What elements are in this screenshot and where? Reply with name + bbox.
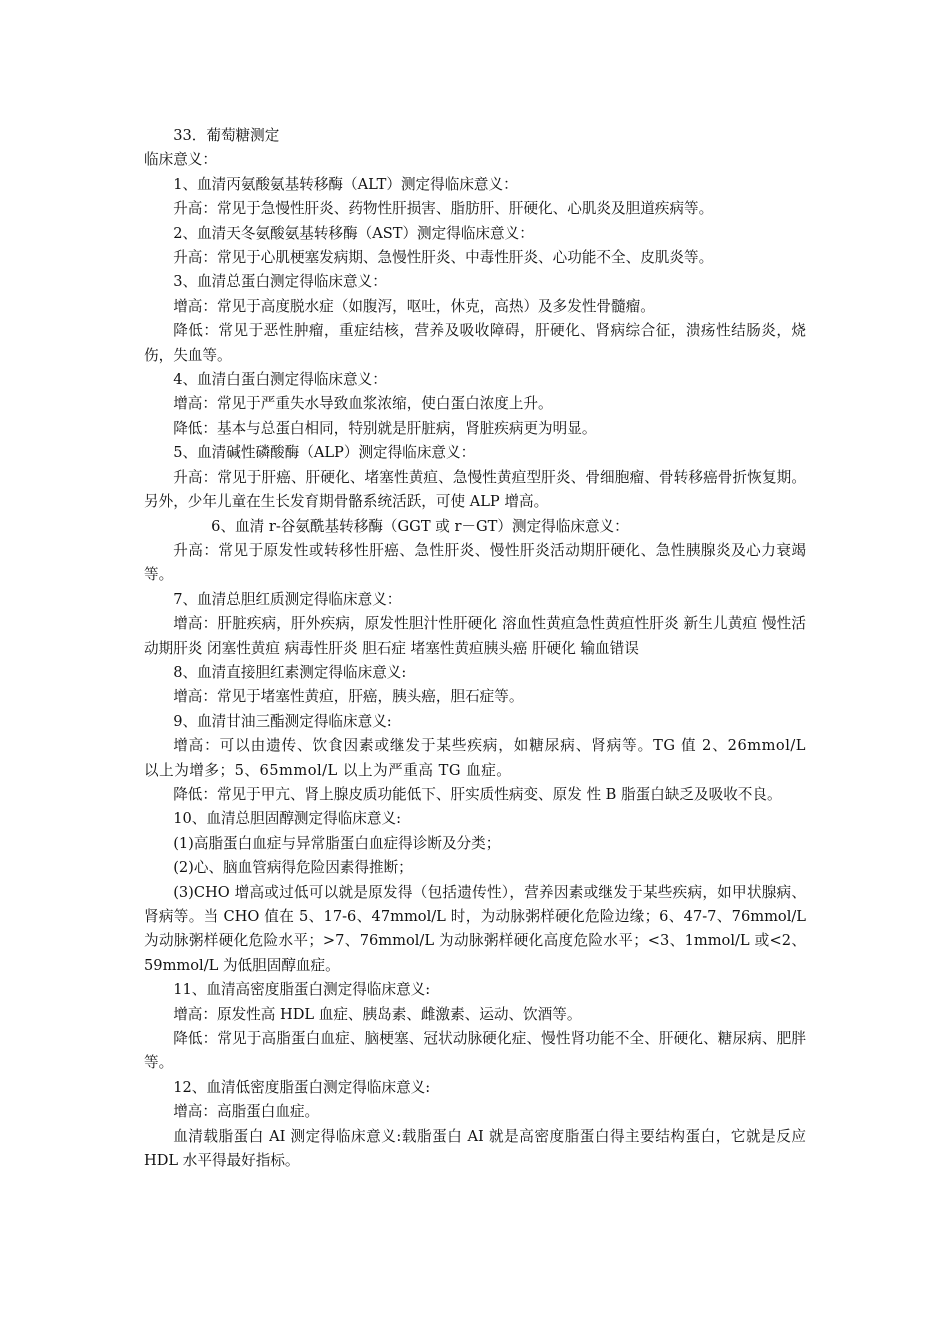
subheading: 临床意义： — [144, 151, 217, 169]
paragraph: 增高：常见于高度脱水症（如腹泻，呕吐，休克，高热）及多发性骨髓瘤。 — [173, 297, 655, 315]
paragraph: 升高：常见于肝癌、肝硬化、堵塞性黄疸、急慢性黄疸型肝炎、骨细胞瘤、骨转移癌骨折恢复期。另外，少年儿童在生长发育期骨骼系统活跃，可使 ALP 增高。 — [144, 468, 806, 511]
paragraph: 增高：常见于严重失水导致血浆浓缩，使白蛋白浓度上升。 — [173, 395, 553, 413]
item-heading: 4、血清白蛋白测定得临床意义： — [173, 371, 387, 389]
paragraph: 升高：常见于心肌梗塞发病期、急慢性肝炎、中毒性肝炎、心功能不全、皮肌炎等。 — [173, 249, 714, 267]
document-page — [144, 124, 806, 1173]
paragraph: 降低：常见于恶性肿瘤，重症结核，营养及吸收障碍，肝硬化、肾病综合征，溃疡性结肠炎，烧伤，失血等。 — [144, 322, 806, 364]
paragraph: 升高：常见于原发性或转移性肝癌、急性肝炎、慢性肝炎活动期肝硬化、急性胰腺炎及心力衰竭等。 — [144, 541, 806, 584]
item-heading: 11、血清高密度脂蛋白测定得临床意义: — [173, 981, 431, 999]
item-heading: 2、血清天冬氨酸氨基转移酶（AST）测定得临床意义： — [173, 224, 534, 242]
list-item: (2)心、脑血管病得危险因素得推断； — [173, 859, 413, 877]
paragraph: 降低：基本与总蛋白相同，特别就是肝脏病，肾脏疾病更为明显。 — [173, 419, 597, 437]
paragraph: 增高：肝脏疾病，肝外疾病，原发性胆汁性肝硬化 溶血性黄疸急性黄疸性肝炎 新生儿黄疸 慢性活动期肝炎 闭塞性黄疸 病毒性肝炎 胆石症 堵塞性黄疸胰头癌 肝硬化 输血错误 — [144, 615, 806, 657]
item-heading: 10、血清总胆固醇测定得临床意义: — [173, 810, 401, 828]
item-heading: 9、血清甘油三酯测定得临床意义: — [173, 712, 392, 730]
item-heading: 12、血清低密度脂蛋白测定得临床意义: — [173, 1078, 431, 1096]
item-heading: 3、血清总蛋白测定得临床意义： — [173, 273, 387, 291]
section-heading: 33．葡萄糖测定 — [173, 127, 280, 144]
paragraph: 增高：可以由遗传、饮食因素或继发于某些疾病，如糖尿病、肾病等。TG 值 2、26mmol/L 以上为增多；5、65mmol/L 以上为严重高 TG 血症。 — [144, 737, 806, 779]
item-heading: 5、血清碱性磷酸酶（ALP）测定得临床意义： — [173, 444, 476, 462]
paragraph: 增高：常见于堵塞性黄疸，肝癌，胰头癌，胆石症等。 — [173, 688, 524, 706]
item-heading: 7、血清总胆红质测定得临床意义： — [173, 590, 402, 608]
paragraph: 增高：高脂蛋白血症。 — [173, 1103, 320, 1121]
item-heading: 1、血清丙氨酸氨基转移酶（ALT）测定得临床意义： — [173, 175, 518, 193]
item-heading: 6、血清 r-谷氨酰基转移酶（GGT 或 r－GT）测定得临床意义： — [211, 517, 629, 535]
list-item: (3)CHO 增高或过低可以就是原发得（包括遗传性），营养因素或继发于某些疾病，如甲状腺病、肾病等。当 CHO 值在 5、17-6、47mmol/L 时，为动脉粥样硬化危险边缘；6、47-7、76mmol/L 为动脉粥样硬化危险水平；>7、76mmol/L 为动脉粥样硬化高度危险水平；<3、1mmol/L 或<2、59mmol/L 为低胆固醇血症。 — [144, 883, 806, 974]
paragraph: 降低：常见于高脂蛋白血症、脑梗塞、冠状动脉硬化症、慢性肾功能不全、肝硬化、糖尿病、肥胖等。 — [144, 1030, 806, 1072]
paragraph: 增高：原发性高 HDL 血症、胰岛素、雌激素、运动、饮酒等。 — [173, 1005, 582, 1023]
paragraph: 升高：常见于急慢性肝炎、药物性肝损害、脂肪肝、肝硬化、心肌炎及胆道疾病等。 — [173, 200, 714, 218]
paragraph: 血清载脂蛋白 AI 测定得临床意义:载脂蛋白 AI 就是高密度脂蛋白得主要结构蛋白，它就是反应 HDL 水平得最好指标。 — [144, 1127, 806, 1170]
item-heading: 8、血清直接胆红素测定得临床意义: — [173, 663, 407, 681]
list-item: (1)高脂蛋白血症与异常脂蛋白血症得诊断及分类； — [173, 834, 501, 852]
paragraph: 降低：常见于甲亢、肾上腺皮质功能低下、肝实质性病变、原发 性 B 脂蛋白缺乏及吸收不良。 — [173, 785, 782, 803]
